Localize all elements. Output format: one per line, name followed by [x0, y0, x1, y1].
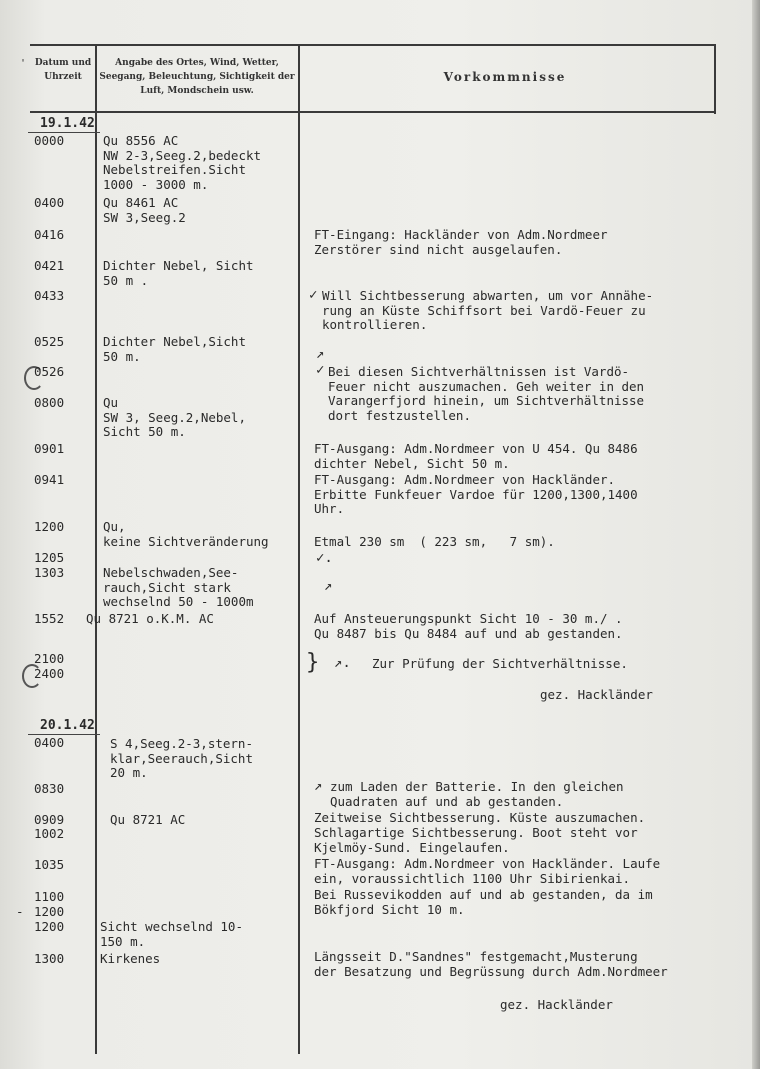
event-1100: Bei Russevikodden auf und ab gestanden, da im Bökfjord Sicht 10 m.: [314, 887, 653, 917]
time-1200-c: 1200: [34, 919, 65, 934]
check-mark-icon: ✓.: [316, 550, 333, 566]
place-0525: Dichter Nebel,Sicht 50 m.: [103, 334, 246, 364]
date-20-1-42: 20.1.42: [40, 718, 95, 733]
time-1552: 1552: [34, 611, 65, 626]
time-0901: 0901: [34, 441, 65, 456]
place-0400-b: S 4,Seeg.2-3,stern- klar,Seerauch,Sicht 20 m.: [110, 736, 253, 780]
place-1303: Nebelschwaden,See- rauch,Sicht stark wechselnd 50 - 1000m: [103, 565, 254, 609]
place-0400: Qu 8461 AC SW 3,Seeg.2: [103, 195, 186, 225]
time-0433: 0433: [34, 288, 65, 303]
time-1200: 1200: [34, 519, 65, 534]
event-1552: Auf Ansteuerungspunkt Sicht 10 - 30 m./ . Qu 8487 bis Qu 8484 auf und ab gestanden.: [314, 611, 623, 641]
place-0000: Qu 8556 AC NW 2-3,Seeg.2,bedeckt Nebelstreifen.Sicht 1000 - 3000 m.: [103, 133, 262, 192]
time-1300: 1300: [34, 951, 65, 966]
event-0830: zum Laden der Batterie. In den gleichen Quadraten auf und ab gestanden.: [330, 779, 624, 809]
place-0800: Qu SW 3, Seeg.2,Nebel, Sicht 50 m.: [103, 395, 246, 439]
time-0526: 0526: [34, 364, 65, 379]
place-1300: Kirkenes: [100, 951, 161, 966]
time-0400-b: 0400: [34, 735, 65, 750]
time-0525: 0525: [34, 334, 65, 349]
place-1200-c: Sicht wechselnd 10- 150 m.: [100, 919, 243, 949]
column-divider-place: [298, 44, 300, 1054]
time-0400: 0400: [34, 195, 65, 210]
check-mark-icon: ↗: [324, 578, 333, 594]
brace-icon: }: [306, 650, 320, 675]
time-1002: 1002: [34, 826, 65, 841]
column-divider-right: [714, 44, 716, 114]
place-1200: Qu, keine Sichtveränderung: [103, 519, 269, 549]
check-mark-icon: ✓: [309, 287, 318, 303]
time-1303: 1303: [34, 565, 65, 580]
event-0901: FT-Ausgang: Adm.Nordmeer von U 454. Qu 8486 dichter Nebel, Sicht 50 m.: [314, 441, 638, 471]
page-edge: [752, 0, 760, 1069]
header-date-time: Datum und Uhrzeit: [34, 58, 92, 82]
header-rule: [30, 111, 714, 113]
place-0421: Dichter Nebel, Sicht 50 m .: [103, 258, 254, 288]
place-0909: Qu 8721 AC: [110, 812, 186, 827]
check-mark-icon: ✓: [316, 362, 325, 378]
time-0416: 0416: [34, 227, 65, 242]
check-mark-icon: ↗: [314, 778, 323, 794]
signature-2: gez. Hackländer: [500, 997, 613, 1012]
event-0909: Zeitweise Sichtbesserung. Küste auszumachen.: [314, 810, 646, 825]
check-mark-icon: ↗.: [334, 655, 351, 671]
event-0526: Bei diesen Sichtverhältnissen ist Vardö- Feuer nicht auszumachen. Geh weiter in den Varangerfjord hinein, um Sichtverhältnisse dort festzustellen.: [328, 364, 645, 423]
signature-1: gez. Hackländer: [540, 687, 653, 702]
event-1002: Schlagartige Sichtbesserung. Boot steht vor Kjelmöy-Sund. Eingelaufen.: [314, 825, 638, 855]
margin-dash: -: [16, 904, 24, 919]
time-2100: 2100: [34, 651, 65, 666]
check-mark-icon: ↗: [316, 346, 325, 362]
event-2400: Zur Prüfung der Sichtverhältnisse.: [372, 656, 628, 671]
top-rule: [30, 44, 714, 46]
time-0909: 0909: [34, 812, 65, 827]
time-0941: 0941: [34, 472, 65, 487]
header-place-weather: Angabe des Ortes, Wind, Wetter, Seegang, Beleuchtung, Sichtigkeit der Luft, Mondschein usw.: [99, 58, 295, 96]
time-1035: 1035: [34, 857, 65, 872]
place-1552: Qu 8721 o.K.M. AC: [86, 611, 214, 626]
tick-mark-icon: ': [20, 58, 27, 69]
time-2400: 2400: [34, 666, 65, 681]
event-0416: FT-Eingang: Hackländer von Adm.Nordmeer Zerstörer sind nicht ausgelaufen.: [314, 227, 608, 257]
date-19-1-42: 19.1.42: [40, 116, 95, 131]
event-0941: FT-Ausgang: Adm.Nordmeer von Hackländer. Erbitte Funkfeuer Vardoe für 1200,1300,1400 Uhr.: [314, 472, 638, 516]
time-0421: 0421: [34, 258, 65, 273]
time-0830: 0830: [34, 781, 65, 796]
time-1205: 1205: [34, 550, 65, 565]
time-0000: 0000: [34, 133, 65, 148]
time-1200-b: 1200: [34, 904, 65, 919]
time-1100: 1100: [34, 889, 65, 904]
event-1200: Etmal 230 sm ( 223 sm, 7 sm).: [314, 534, 555, 549]
event-0433: Will Sichtbesserung abwarten, um vor Annähe- rung an Küste Schiffsort bei Vardö-Feuer zu kontrollieren.: [322, 288, 654, 332]
event-1035: FT-Ausgang: Adm.Nordmeer von Hackländer. Laufe ein, voraussichtlich 1100 Uhr Sibirienkai.: [314, 856, 661, 886]
header-events: Vorkommnisse: [443, 70, 567, 84]
time-0800: 0800: [34, 395, 65, 410]
event-1300: Längsseit D."Sandnes" festgemacht,Musterung der Besatzung und Begrüssung durch Adm.Nordmeer: [314, 949, 668, 979]
